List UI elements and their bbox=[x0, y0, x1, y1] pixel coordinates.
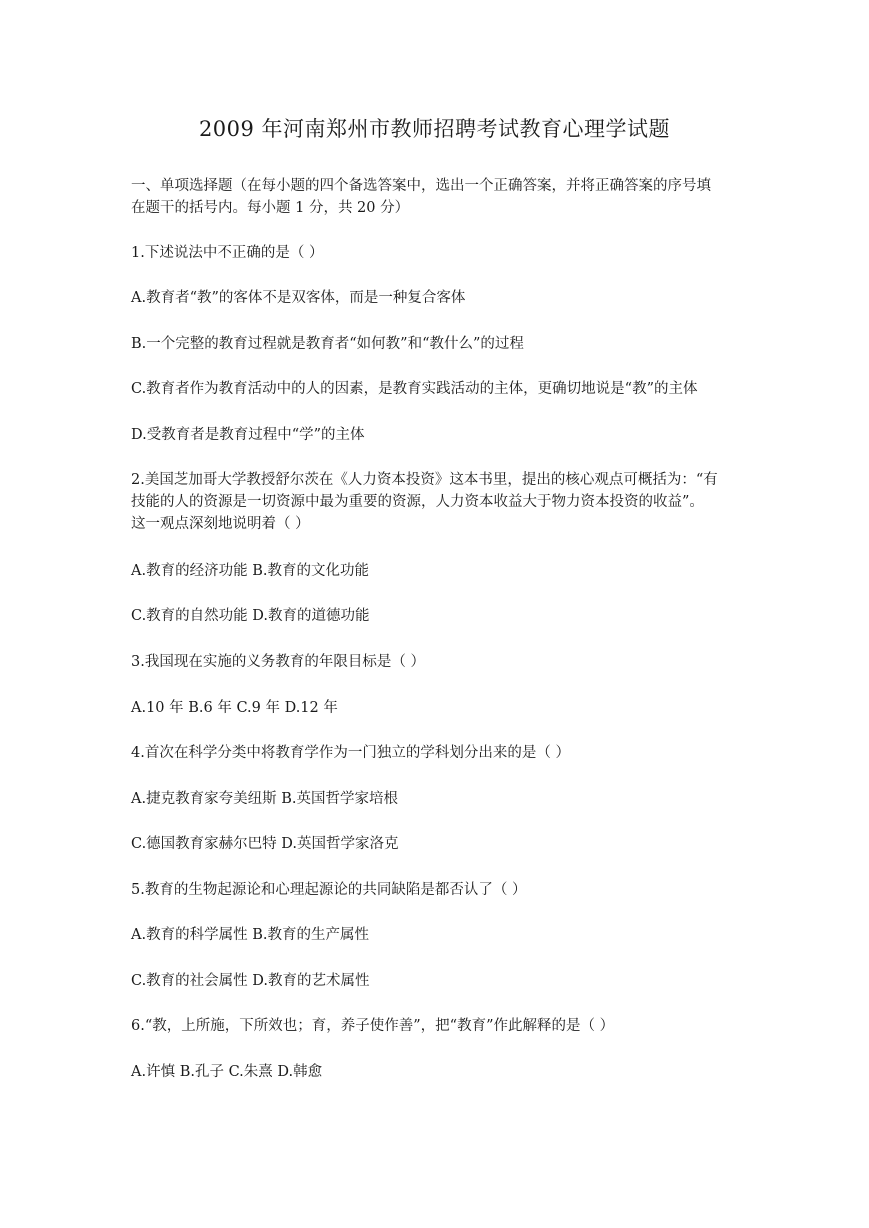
question-stem-line: 这一观点深刻地说明着（ ） bbox=[131, 516, 310, 532]
question-option: B.一个完整的教育过程就是教育者“如何教”和“教什么”的过程 bbox=[131, 336, 524, 352]
section-heading-line: 在题干的括号内。每小题 1 分，共 20 分） bbox=[131, 200, 410, 216]
section-heading bbox=[131, 175, 743, 219]
question-stem: 3.我国现在实施的义务教育的年限目标是（ ） bbox=[131, 654, 425, 670]
question-option: C.德国教育家赫尔巴特 D.英国哲学家洛克 bbox=[131, 836, 399, 852]
question-stem: 1.下述说法中不正确的是（ ） bbox=[131, 245, 324, 261]
question-stem: 5.教育的生物起源论和心理起源论的共同缺陷是都否认了（ ） bbox=[131, 882, 527, 898]
question-option: A.10 年 B.6 年 C.9 年 D.12 年 bbox=[131, 700, 338, 716]
question-option: D.受教育者是教育过程中“学”的主体 bbox=[131, 427, 365, 443]
question-option: C.教育者作为教育活动中的人的因素，是教育实践活动的主体，更确切地说是“教”的主体 bbox=[131, 381, 698, 397]
question-option: A.教育者“教”的客体不是双客体，而是一种复合客体 bbox=[131, 290, 466, 306]
question-option: C.教育的自然功能 D.教育的道德功能 bbox=[131, 608, 370, 624]
page-title: 2009 年河南郑州市教师招聘考试教育心理学试题 bbox=[198, 117, 671, 141]
question-option: C.教育的社会属性 D.教育的艺术属性 bbox=[131, 973, 370, 989]
question-option: A.捷克教育家夸美纽斯 B.英国哲学家培根 bbox=[131, 791, 398, 807]
question-stem bbox=[131, 469, 743, 535]
question-option: A.许慎 B.孔子 C.朱熹 D.韩愈 bbox=[131, 1064, 323, 1080]
question-stem: 4.首次在科学分类中将教育学作为一门独立的学科划分出来的是（ ） bbox=[131, 745, 570, 761]
section-heading-line: 一、单项选择题（在每小题的四个备选答案中，选出一个正确答案，并将正确答案的序号填 bbox=[131, 178, 711, 194]
question-stem-line: 技能的人的资源是一切资源中最为重要的资源，人力资本收益大于物力资本投资的收益”。 bbox=[131, 494, 704, 510]
question-stem: 6.“教，上所施，下所效也；育，养子使作善”，把“教育”作此解释的是（ ） bbox=[131, 1018, 615, 1034]
question-option: A.教育的科学属性 B.教育的生产属性 bbox=[131, 927, 369, 943]
question-option: A.教育的经济功能 B.教育的文化功能 bbox=[131, 563, 369, 579]
question-stem-line: 2.美国芝加哥大学教授舒尔茨在《人力资本投资》这本书里，提出的核心观点可概括为：“有 bbox=[131, 472, 718, 488]
